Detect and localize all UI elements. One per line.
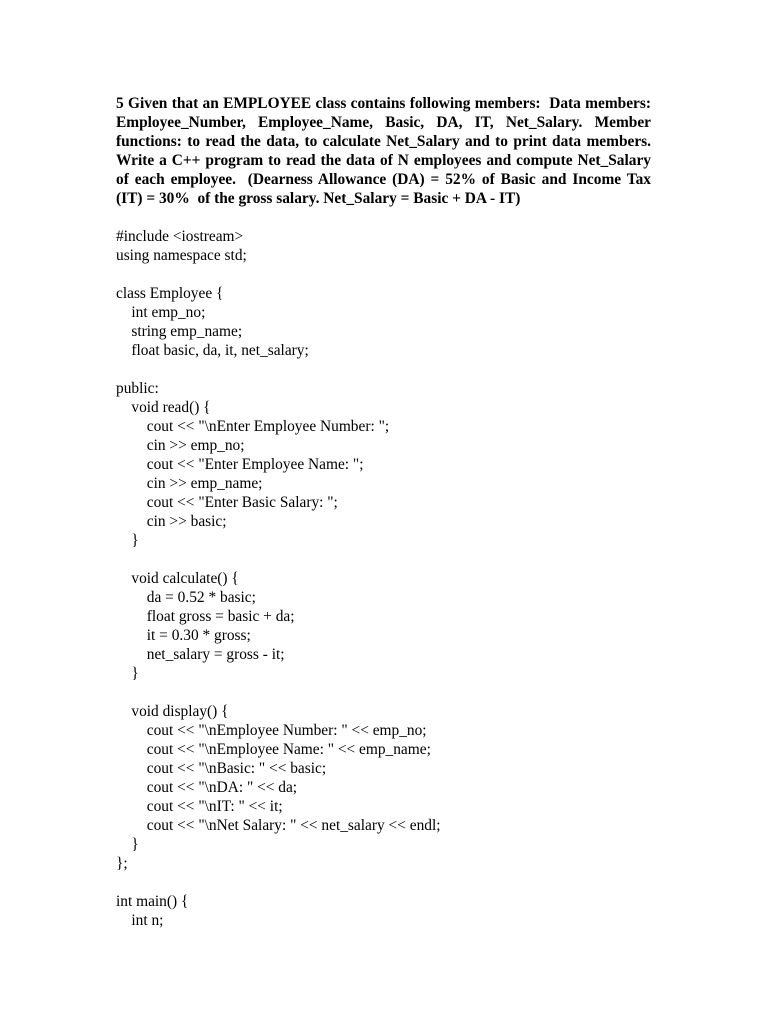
code-line bbox=[116, 683, 676, 702]
code-line bbox=[116, 550, 676, 569]
code-line: void display() { bbox=[116, 703, 229, 720]
code-line: float basic, da, it, net_salary; bbox=[116, 342, 309, 359]
code-line: } bbox=[116, 665, 139, 682]
code-line: float gross = basic + da; bbox=[116, 608, 295, 625]
code-line: void read() { bbox=[116, 399, 211, 416]
code-line bbox=[116, 265, 676, 284]
code-line: net_salary = gross - it; bbox=[116, 646, 285, 663]
code-line bbox=[116, 360, 676, 379]
code-line: cout << "Enter Employee Name: "; bbox=[116, 456, 364, 473]
code-line: using namespace std; bbox=[116, 247, 247, 264]
code-line: } bbox=[116, 836, 139, 853]
code-line: } bbox=[116, 532, 139, 549]
code-line: int emp_no; bbox=[116, 304, 206, 321]
code-listing bbox=[116, 227, 676, 930]
code-line: }; bbox=[116, 855, 128, 872]
code-line: cout << "Enter Basic Salary: "; bbox=[116, 494, 338, 511]
code-line: cin >> emp_name; bbox=[116, 475, 263, 492]
code-line: cout << "\nDA: " << da; bbox=[116, 779, 298, 796]
code-line: string emp_name; bbox=[116, 323, 243, 340]
code-line: public: bbox=[116, 380, 159, 397]
code-line: cout << "\nBasic: " << basic; bbox=[116, 760, 327, 777]
code-line: cout << "\nEmployee Name: " << emp_name; bbox=[116, 741, 431, 758]
code-line: cout << "\nNet Salary: " << net_salary << endl; bbox=[116, 817, 441, 834]
code-line: int main() { bbox=[116, 893, 189, 910]
code-line: cout << "\nEnter Employee Number: "; bbox=[116, 418, 390, 435]
code-line: void calculate() { bbox=[116, 570, 239, 587]
code-line bbox=[116, 873, 676, 892]
question-statement: 5 Given that an EMPLOYEE class contains following members: Data members: Employee_Number, Employee_Name, Basic, DA, IT, Net_Salary. Member functions: to read the data, to calculate Net_Salary and to print data members. Write a C++ program to read the data of N employees and compute Net_Salary of each employee. (Dearness Allowance (DA) = 52% of Basic and Income Tax (IT) = 30% of the gross salary. Net_Salary = Basic + DA - IT) bbox=[116, 95, 655, 207]
code-line: cin >> emp_no; bbox=[116, 437, 245, 454]
code-line: class Employee { bbox=[116, 285, 224, 302]
code-line: it = 0.30 * gross; bbox=[116, 627, 251, 644]
code-line: da = 0.52 * basic; bbox=[116, 589, 256, 606]
code-line: int n; bbox=[116, 912, 164, 929]
code-line: cout << "\nIT: " << it; bbox=[116, 798, 283, 815]
code-line: cout << "\nEmployee Number: " << emp_no; bbox=[116, 722, 427, 739]
code-line: cin >> basic; bbox=[116, 513, 227, 530]
code-line: #include <iostream> bbox=[116, 228, 244, 245]
